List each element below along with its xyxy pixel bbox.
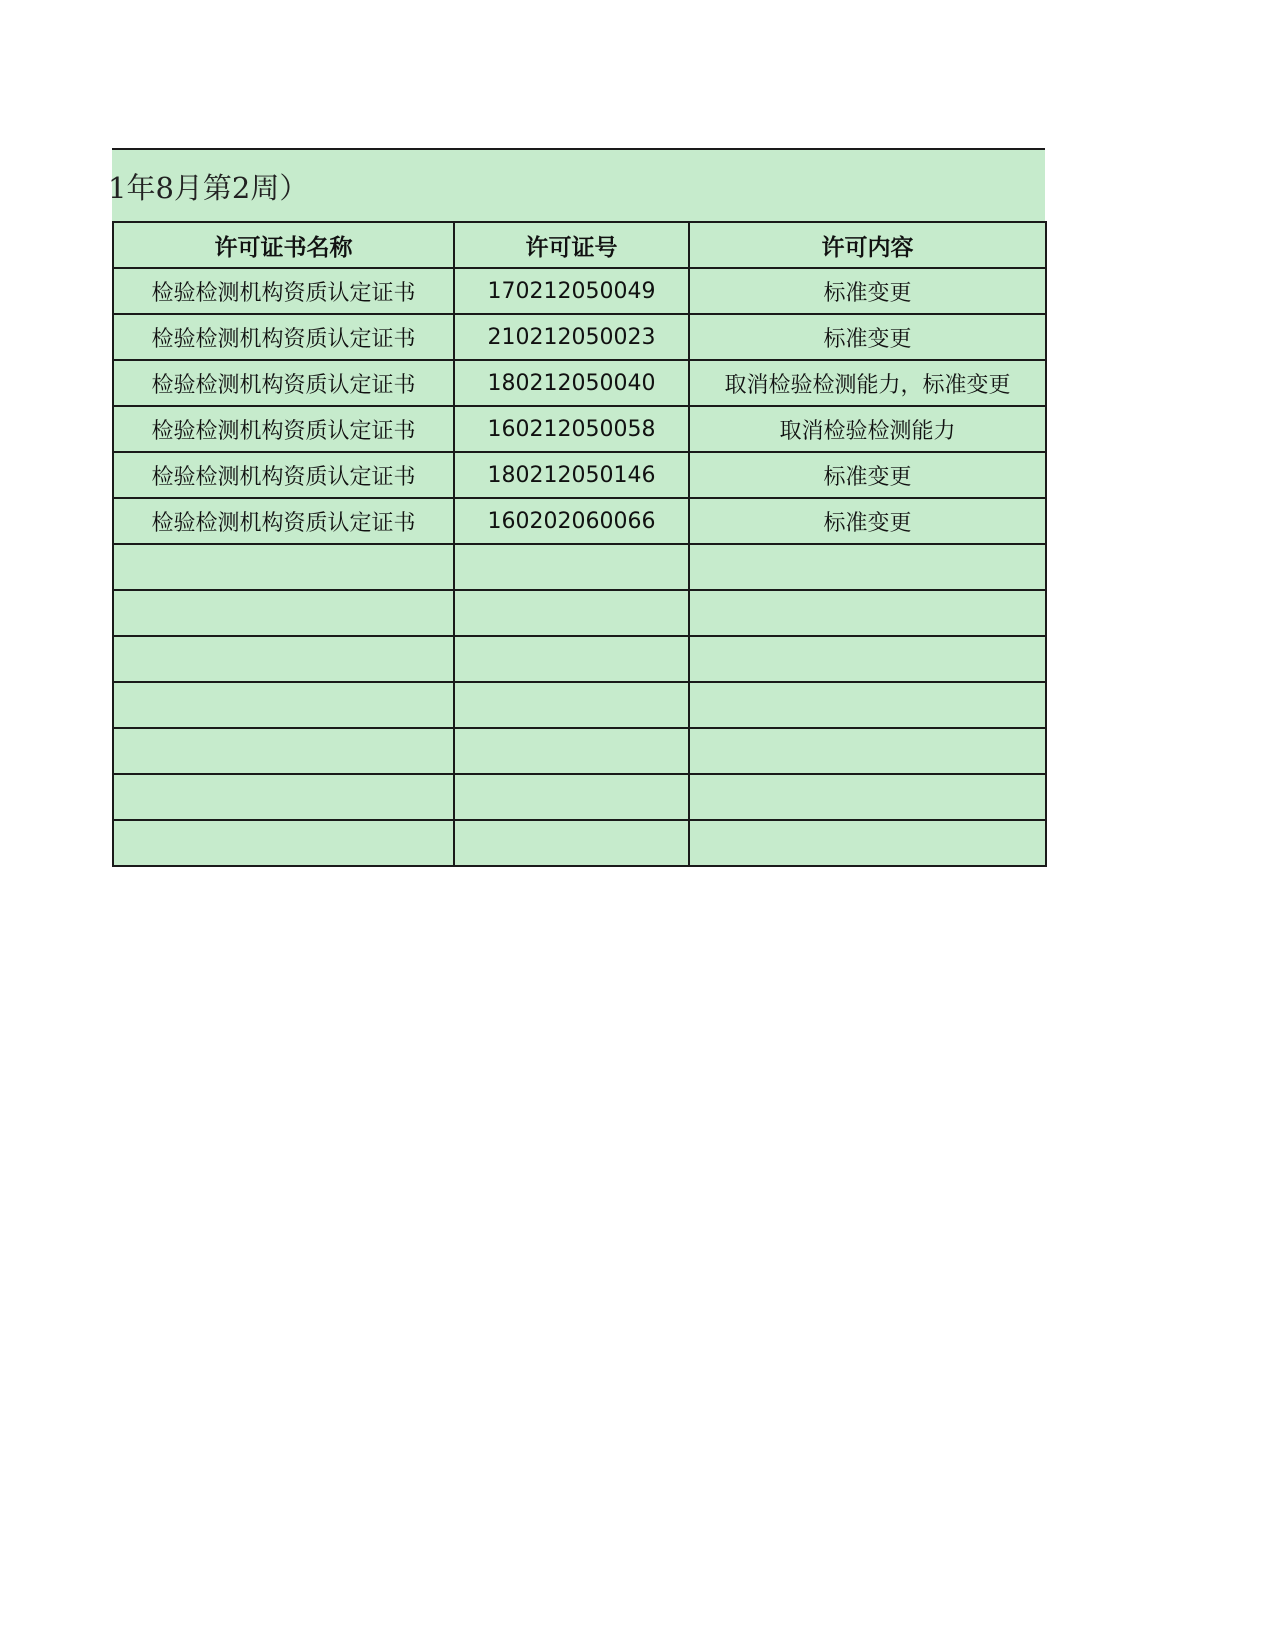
cell-empty — [454, 636, 689, 682]
cell-permit-content: 标准变更 — [689, 314, 1046, 360]
cell-permit-number: 160212050058 — [454, 406, 689, 452]
cell-permit-name: 检验检测机构资质认定证书 — [113, 406, 454, 452]
empty-table-row — [113, 820, 1046, 866]
cell-empty — [454, 682, 689, 728]
cell-empty — [454, 774, 689, 820]
cell-empty — [113, 636, 454, 682]
empty-table-row — [113, 728, 1046, 774]
cell-permit-content: 标准变更 — [689, 452, 1046, 498]
cell-permit-number: 210212050023 — [454, 314, 689, 360]
header-permit-name: 许可证书名称 — [113, 222, 454, 268]
table-row — [113, 268, 1046, 314]
cell-empty — [689, 728, 1046, 774]
cell-empty — [689, 774, 1046, 820]
table-row — [113, 360, 1046, 406]
empty-table-row — [113, 682, 1046, 728]
cell-empty — [454, 590, 689, 636]
cell-permit-content: 取消检验检测能力 — [689, 406, 1046, 452]
table-row — [113, 406, 1046, 452]
cell-permit-number: 180212050146 — [454, 452, 689, 498]
cell-empty — [454, 820, 689, 866]
cell-permit-number: 160202060066 — [454, 498, 689, 544]
header-permit-content: 许可内容 — [689, 222, 1046, 268]
cell-permit-content: 标准变更 — [689, 498, 1046, 544]
cell-permit-number: 170212050049 — [454, 268, 689, 314]
title-band — [108, 148, 1045, 221]
permit-table — [112, 221, 1047, 867]
cell-permit-name: 检验检测机构资质认定证书 — [113, 452, 454, 498]
cell-empty — [689, 636, 1046, 682]
cell-permit-name: 检验检测机构资质认定证书 — [113, 268, 454, 314]
cell-empty — [454, 728, 689, 774]
table-row — [113, 498, 1046, 544]
empty-table-row — [113, 636, 1046, 682]
cell-empty — [689, 590, 1046, 636]
header-permit-number: 许可证号 — [454, 222, 689, 268]
cell-empty — [113, 774, 454, 820]
header-row — [113, 222, 1046, 268]
cell-permit-name: 检验检测机构资质认定证书 — [113, 498, 454, 544]
cell-empty — [689, 544, 1046, 590]
cell-permit-number: 180212050040 — [454, 360, 689, 406]
cell-permit-content: 取消检验检测能力，标准变更 — [689, 360, 1046, 406]
empty-table-row — [113, 590, 1046, 636]
cell-empty — [689, 682, 1046, 728]
cell-empty — [113, 820, 454, 866]
page-title: 1年8月第2周） — [108, 171, 309, 205]
cell-empty — [689, 820, 1046, 866]
cell-empty — [113, 728, 454, 774]
cell-empty — [113, 682, 454, 728]
empty-table-row — [113, 544, 1046, 590]
cell-empty — [454, 544, 689, 590]
table-row — [113, 314, 1046, 360]
cell-empty — [113, 544, 454, 590]
cell-empty — [113, 590, 454, 636]
table-row — [113, 452, 1046, 498]
cell-permit-name: 检验检测机构资质认定证书 — [113, 314, 454, 360]
empty-table-row — [113, 774, 1046, 820]
cell-permit-content: 标准变更 — [689, 268, 1046, 314]
spreadsheet-page — [108, 148, 1045, 867]
cell-permit-name: 检验检测机构资质认定证书 — [113, 360, 454, 406]
